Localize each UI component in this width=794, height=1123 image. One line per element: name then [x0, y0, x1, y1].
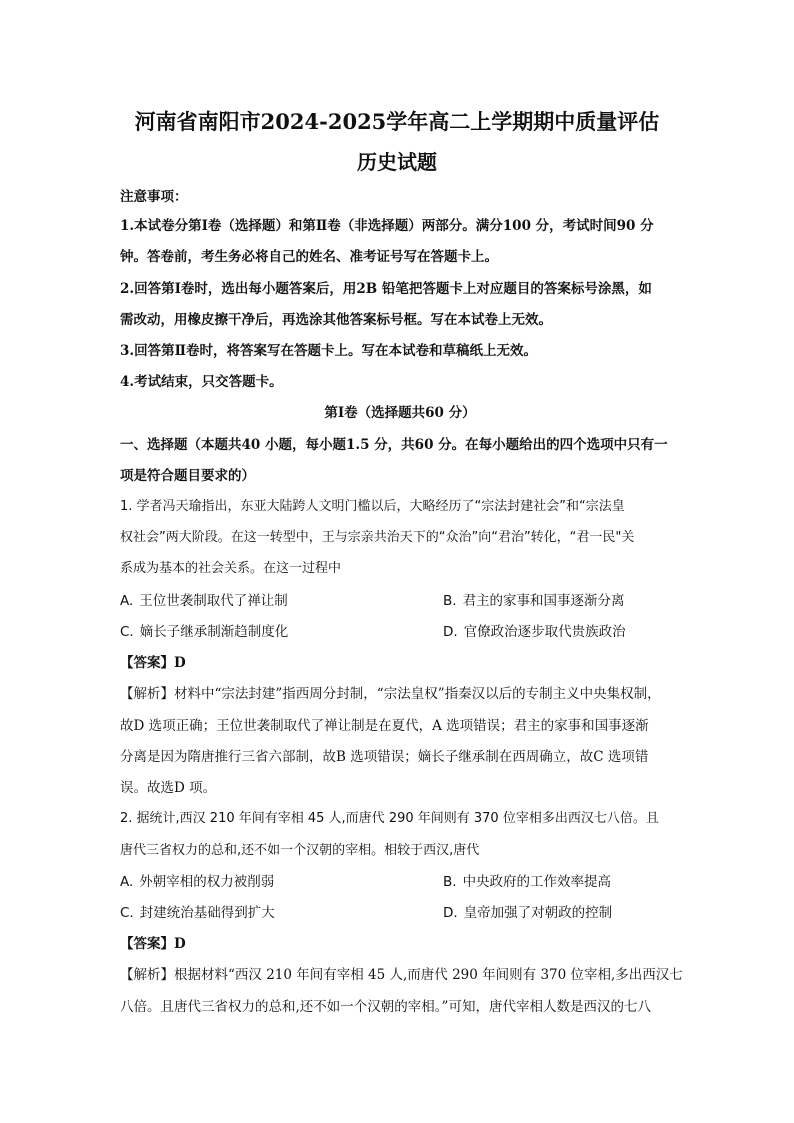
option-a	[120, 590, 288, 612]
option-key: D.	[443, 905, 458, 921]
option-key: B.	[443, 593, 457, 609]
option-key: A.	[120, 593, 134, 609]
option-key: C.	[120, 905, 134, 921]
question-stem: 2. 据统计,西汉 210 年间有宰相 45 人,而唐代 290 年间则有 370 位宰相多出西汉七八倍。且	[120, 811, 659, 826]
option-text: 嫡长子继承制渐趋制度化	[139, 624, 289, 640]
option-text: 皇帝加强了对朝政的控制	[463, 905, 613, 921]
option-d	[443, 902, 612, 924]
notes-heading: 注意事项：	[120, 189, 188, 205]
option-key: D.	[443, 624, 458, 640]
option-a	[120, 871, 274, 893]
analysis-line: 误。故选D 项。	[120, 780, 217, 796]
analysis-line: 【解析】根据材料“西汉 210 年间有宰相 45 人,而唐代 290 年间则有 370 位宰相,多出西汉七	[120, 967, 683, 983]
question-stem: 系成为基本的社会关系。在这一过程中	[120, 561, 342, 576]
option-b	[443, 871, 611, 893]
option-key: A.	[120, 874, 134, 890]
section-instructions: 项是符合题目要求的）	[120, 468, 255, 484]
option-text: 官僚政治逐步取代贵族政治	[463, 624, 626, 640]
analysis-line: 八倍。且唐代三省权力的总和,还不如一个汉朝的宰相。”可知，唐代宰相人数是西汉的七八	[120, 999, 651, 1015]
option-text: 中央政府的工作效率提高	[462, 874, 612, 890]
notes-line: 1.本试卷分第Ⅰ卷（选择题）和第Ⅱ卷（非选择题）两部分。满分100 分，考试时间90 分	[120, 218, 654, 234]
notes-line: 需改动，用橡皮擦干净后，再选涂其他答案标号框。写在本试卷上无效。	[120, 312, 552, 328]
option-c	[120, 902, 275, 924]
notes-line: 3.回答第Ⅱ卷时，将答案写在答题卡上。写在本试卷和草稿纸上无效。	[120, 343, 537, 359]
notes-line: 钟。答卷前，考生务必将自己的姓名、准考证号写在答题卡上。	[120, 249, 498, 265]
option-key: B.	[443, 874, 457, 890]
question-stem: 权社会”两大阶段。在这一转型中，王与宗亲共治天下的“众治”向“君治”转化，“君一民"关	[120, 530, 635, 545]
answer-label: 【答案】D	[120, 655, 186, 671]
question-stem: 1. 学者冯天瑜指出，东亚大陆跨人文明门槛以后，大略经历了“宗法封建社会”和“宗法皇	[120, 499, 625, 514]
option-b	[443, 590, 625, 612]
analysis-line: 分离是因为隋唐推行三省六部制，故B 选项错误；嫡长子继承制在西周确立，故C 选项错	[120, 749, 649, 765]
section-instructions: 一、选择题（本题共40 小题，每小题1.5 分，共60 分。在每小题给出的四个选项中只有一	[120, 437, 668, 453]
option-d	[443, 621, 626, 643]
option-key: C.	[120, 624, 134, 640]
option-text: 君主的家事和国事逐渐分离	[462, 593, 625, 609]
option-text: 王位世袭制取代了禅让制	[139, 593, 288, 609]
notes-line: 4.考试结束，只交答题卡。	[120, 374, 283, 390]
option-c	[120, 621, 288, 643]
analysis-line: 故D 选项正确；王位世袭制取代了禅让制是在夏代，A 选项错误；君主的家事和国事逐渐	[120, 718, 649, 734]
question-stem: 唐代三省权力的总和,还不如一个汉朝的宰相。相较于西汉,唐代	[120, 843, 480, 858]
notes-line: 2.回答第Ⅰ卷时，选出每小题答案后，用2B 铅笔把答题卡上对应题目的答案标号涂黑，如	[120, 281, 652, 297]
section-title: 第Ⅰ卷（选择题共60 分）	[324, 405, 476, 421]
page-subtitle: 历史试题	[357, 150, 437, 174]
page-title: 河南省南阳市2024-2025学年高二上学期期中质量评估	[134, 109, 660, 134]
analysis-line: 【解析】材料中“宗法封建”指西周分封制，“宗法皇权”指秦汉以后的专制主义中央集权制，	[120, 686, 661, 702]
option-text: 外朝宰相的权力被削弱	[139, 874, 275, 890]
answer-label: 【答案】D	[120, 936, 186, 952]
option-text: 封建统治基础得到扩大	[139, 905, 275, 921]
